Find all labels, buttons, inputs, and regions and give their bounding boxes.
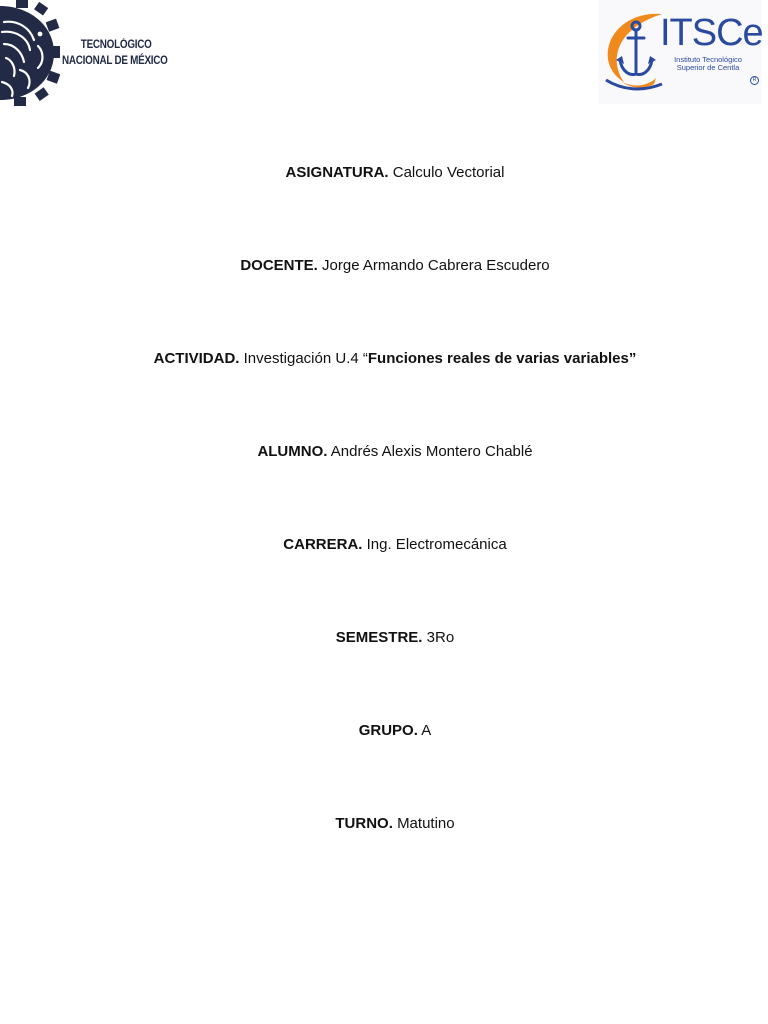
tecnm-line1: TECNOLÓGICO: [80, 39, 152, 51]
field-value-title: Funciones reales de varias variables”: [367, 350, 637, 367]
field-label: GRUPO.: [358, 722, 418, 739]
field-label: ASIGNATURA.: [285, 164, 389, 181]
field-value: Investigación U.4 “: [243, 350, 368, 367]
field-label: ALUMNO.: [257, 443, 328, 460]
itsce-logo: [598, 0, 762, 104]
field-alumno: [0, 443, 768, 461]
gear-eagle-icon: [0, 0, 60, 106]
field-grupo: [0, 722, 768, 740]
itsce-subtitle: [668, 56, 748, 72]
field-asignatura: [0, 164, 768, 182]
tecnm-wordmark: [62, 37, 170, 69]
field-value: Andrés Alexis Montero Chablé: [330, 443, 533, 460]
itsce-wordmark: ITSCe: [660, 12, 763, 54]
field-carrera: [0, 536, 768, 554]
field-label: ACTIVIDAD.: [153, 350, 240, 367]
field-value: 3Ro: [426, 629, 455, 646]
field-actividad: [0, 350, 768, 368]
field-value: Jorge Armando Cabrera Escudero: [322, 257, 550, 274]
field-label: CARRERA.: [283, 536, 363, 553]
registered-mark: R: [750, 76, 759, 85]
itsce-subtitle-line1: Instituto Tecnológico: [674, 55, 742, 64]
field-value: Calculo Vectorial: [392, 164, 505, 181]
field-label: SEMESTRE.: [335, 629, 423, 646]
itsce-subtitle-line2: Superior de Centla: [676, 63, 740, 72]
field-docente: [0, 257, 768, 275]
field-value: Ing. Electromecánica: [366, 536, 507, 553]
field-turno: [0, 815, 768, 833]
field-value: A: [421, 722, 432, 739]
field-label: TURNO.: [335, 815, 393, 832]
field-semestre: [0, 629, 768, 647]
tecnm-line2: NACIONAL DE MÉXICO: [62, 55, 168, 67]
field-value: Matutino: [397, 815, 455, 832]
field-label: DOCENTE.: [240, 257, 318, 274]
tecnm-logo: [0, 0, 170, 106]
